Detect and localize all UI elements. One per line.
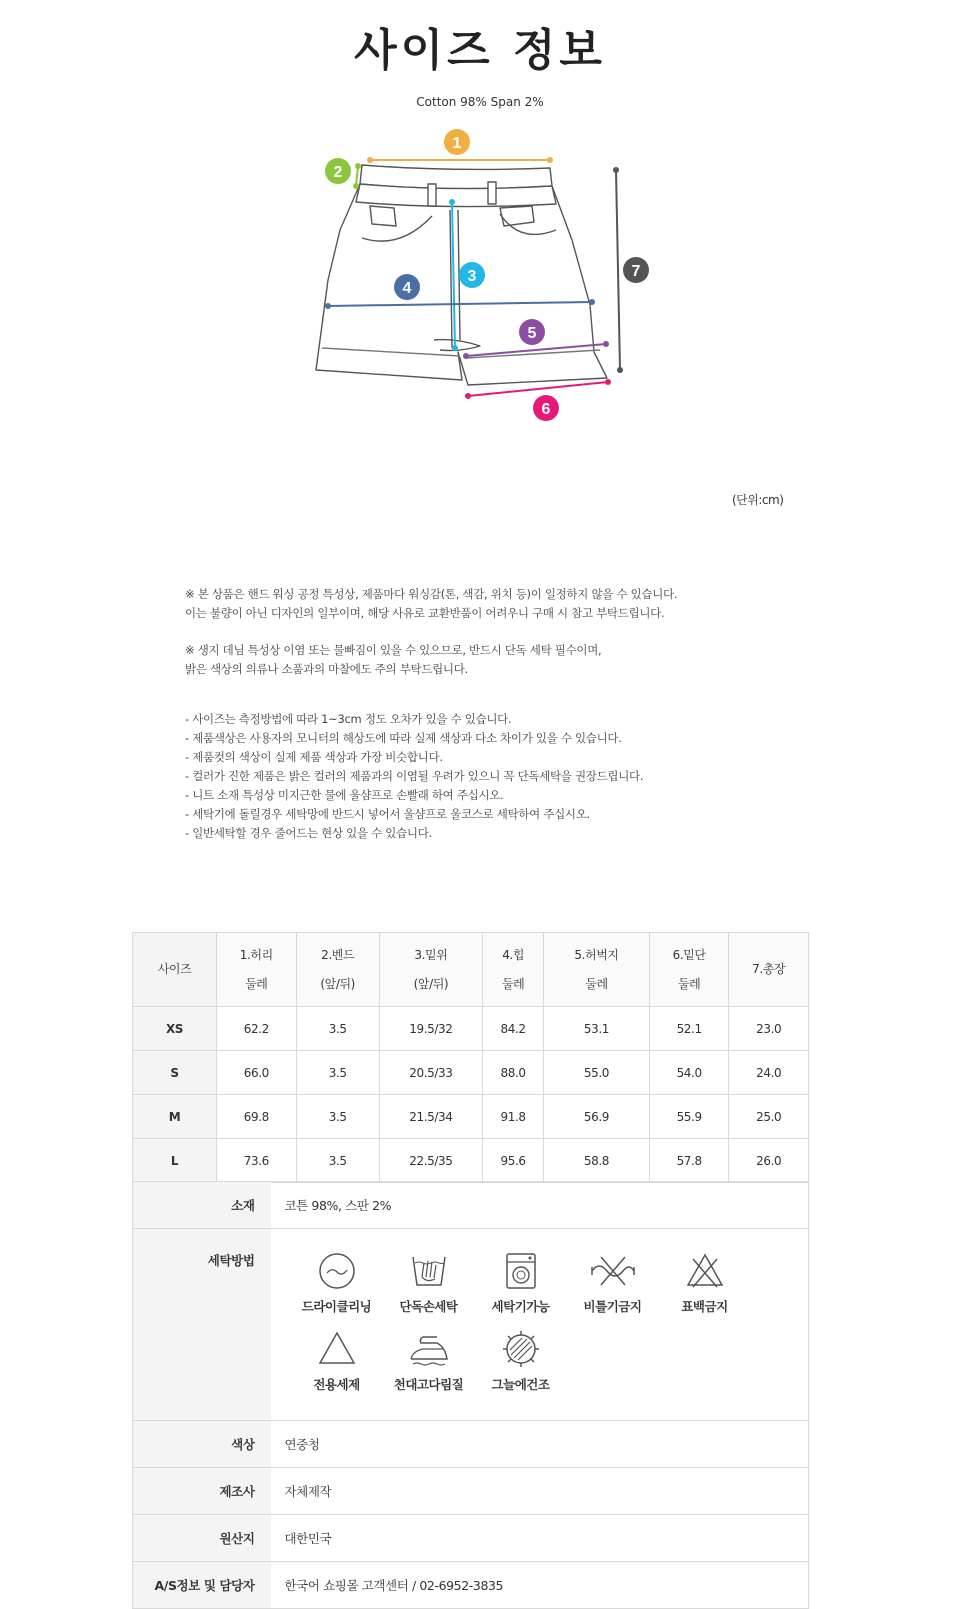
table-cell: L xyxy=(133,1139,217,1183)
no-bleach-icon xyxy=(685,1251,725,1291)
marker-1-waist xyxy=(367,129,553,163)
washing-machine-icon xyxy=(501,1251,541,1291)
fabric-composition: Cotton 98% Span 2% xyxy=(416,95,544,109)
table-cell: 23.0 xyxy=(729,1007,809,1051)
table-cell: 53.1 xyxy=(544,1007,650,1051)
header-thigh: 5.허벅지 둘레 xyxy=(544,933,650,1007)
dry-clean-icon xyxy=(317,1251,357,1291)
note-line: ※ 본 상품은 핸드 워싱 공정 특성상, 제품마다 워싱감(톤, 색감, 위치 등)이 일정하지 않을 수 있습니다. xyxy=(185,587,678,601)
info-row-wash xyxy=(133,1229,809,1421)
table-cell: 55.9 xyxy=(649,1095,729,1139)
table-cell: 52.1 xyxy=(649,1007,729,1051)
info-row-maker xyxy=(133,1468,809,1515)
product-info-table xyxy=(132,1181,809,1609)
table-cell: 21.5/34 xyxy=(379,1095,482,1139)
info-value: 연중청 xyxy=(271,1421,809,1468)
size-table-header xyxy=(133,933,809,1007)
note-line: - 일반세탁할 경우 줄어드는 현상 있을 수 있습니다. xyxy=(185,826,432,840)
table-row xyxy=(133,1139,809,1183)
info-value: 대한민국 xyxy=(271,1515,809,1562)
table-cell: 3.5 xyxy=(296,1095,379,1139)
table-cell: 69.8 xyxy=(217,1095,297,1139)
table-cell: M xyxy=(133,1095,217,1139)
table-cell: 56.9 xyxy=(544,1095,650,1139)
marker-7-length xyxy=(613,167,649,373)
table-cell: 22.5/35 xyxy=(379,1139,482,1183)
table-cell: 25.0 xyxy=(729,1095,809,1139)
note-line: ※ 생지 데님 특성상 이염 또는 물빠짐이 있을 수 있으므로, 반드시 단독 세탁 필수이며, xyxy=(185,643,602,657)
svg-text:5: 5 xyxy=(527,325,537,342)
table-cell: 3.5 xyxy=(296,1007,379,1051)
care-item: 세탁기가능 xyxy=(475,1251,567,1329)
header-band: 2.벤드 (앞/뒤) xyxy=(296,933,379,1007)
table-row xyxy=(133,1007,809,1051)
info-label: 제조사 xyxy=(133,1468,271,1515)
note-line: - 컬러가 진한 제품은 밝은 컬러의 제품과의 이염될 우려가 있으니 꼭 단독세탁을 권장드립니다. xyxy=(185,769,644,783)
size-table xyxy=(132,932,809,1183)
notes-general xyxy=(185,710,805,843)
table-cell: 3.5 xyxy=(296,1051,379,1095)
care-item: 단독손세탁 xyxy=(383,1251,475,1329)
info-row-as xyxy=(133,1562,809,1609)
note-line: - 제품색상은 사용자의 모니터의 해상도에 따라 실제 색상과 다소 차이가 있을 수 있습니다. xyxy=(185,731,622,745)
table-cell: 19.5/32 xyxy=(379,1007,482,1051)
table-cell: 54.0 xyxy=(649,1051,729,1095)
care-item: 전용세제 xyxy=(291,1329,383,1407)
svg-text:3: 3 xyxy=(467,268,477,285)
header-hem: 6.밑단 둘레 xyxy=(649,933,729,1007)
table-cell: 95.6 xyxy=(483,1139,544,1183)
page-title: 사이즈 정보 xyxy=(354,25,606,76)
notes-washing xyxy=(185,585,805,623)
table-cell: XS xyxy=(133,1007,217,1051)
info-label: 색상 xyxy=(133,1421,271,1468)
marker-6-hem xyxy=(465,379,611,421)
hand-wash-icon xyxy=(409,1251,449,1291)
table-cell: 58.8 xyxy=(544,1139,650,1183)
table-cell: 66.0 xyxy=(217,1051,297,1095)
table-cell: 55.0 xyxy=(544,1051,650,1095)
table-cell: 91.8 xyxy=(483,1095,544,1139)
table-cell: 20.5/33 xyxy=(379,1051,482,1095)
svg-text:2: 2 xyxy=(333,164,343,181)
info-row-color xyxy=(133,1421,809,1468)
shade-dry-icon xyxy=(501,1329,541,1369)
svg-text:1: 1 xyxy=(452,135,462,152)
care-instructions xyxy=(271,1229,809,1421)
info-value: 자체제작 xyxy=(271,1468,809,1515)
header-waist: 1.허리 둘레 xyxy=(217,933,297,1007)
care-item: 드라이클리닝 xyxy=(291,1251,383,1329)
care-item: 그늘에건조 xyxy=(475,1329,567,1407)
table-row xyxy=(133,1051,809,1095)
header-hip: 4.힙 둘레 xyxy=(483,933,544,1007)
iron-icon xyxy=(407,1329,451,1369)
svg-text:6: 6 xyxy=(541,401,551,418)
note-line: 이는 불량이 아닌 디자인의 일부이며, 해당 사유로 교환반품이 어려우니 구매 시 참고 부탁드립니다. xyxy=(185,606,665,620)
header-rise: 3.밑위 (앞/뒤) xyxy=(379,933,482,1007)
no-wring-icon xyxy=(589,1251,637,1291)
table-cell: 88.0 xyxy=(483,1051,544,1095)
info-label: A/S정보 및 담당자 xyxy=(133,1562,271,1609)
note-line: - 세탁기에 돌릴경우 세탁망에 반드시 넣어서 울샴프로 울코스로 세탁하여 주십시오. xyxy=(185,807,590,821)
table-cell: 62.2 xyxy=(217,1007,297,1051)
table-cell: 24.0 xyxy=(729,1051,809,1095)
table-cell: 3.5 xyxy=(296,1139,379,1183)
table-cell: 26.0 xyxy=(729,1139,809,1183)
care-item: 표백금지 xyxy=(659,1251,751,1329)
notes-denim xyxy=(185,641,805,679)
note-line: 밝은 색상의 의류나 소품과의 마찰에도 주의 부탁드립니다. xyxy=(185,662,468,676)
info-value: 코튼 98%, 스판 2% xyxy=(271,1182,809,1229)
info-label: 세탁방법 xyxy=(133,1229,271,1421)
header-size: 사이즈 xyxy=(133,933,217,1007)
info-row-material xyxy=(133,1182,809,1229)
info-label: 원산지 xyxy=(133,1515,271,1562)
info-value: 한국어 쇼핑몰 고객센터 / 02-6952-3835 xyxy=(271,1562,809,1609)
svg-text:7: 7 xyxy=(631,263,641,280)
table-cell: 73.6 xyxy=(217,1139,297,1183)
unit-label: (단위:cm) xyxy=(732,493,784,507)
table-cell: S xyxy=(133,1051,217,1095)
marker-2-band xyxy=(325,158,361,189)
table-cell: 57.8 xyxy=(649,1139,729,1183)
note-line: - 제품컷의 색상이 실제 제품 색상과 가장 비슷합니다. xyxy=(185,750,443,764)
detergent-icon xyxy=(317,1329,357,1369)
note-line: - 니트 소재 특성상 미지근한 물에 울샴프로 손빨래 하여 주십시오. xyxy=(185,788,504,802)
table-row xyxy=(133,1095,809,1139)
table-cell: 84.2 xyxy=(483,1007,544,1051)
svg-text:4: 4 xyxy=(402,280,412,297)
shorts-measurement-diagram xyxy=(300,120,680,440)
care-item: 비틀기금지 xyxy=(567,1251,659,1329)
info-row-origin xyxy=(133,1515,809,1562)
info-label: 소재 xyxy=(133,1182,271,1229)
care-item: 천대고다림질 xyxy=(383,1329,475,1407)
header-length: 7.총장 xyxy=(729,933,809,1007)
note-line: - 사이즈는 측정방법에 따라 1~3cm 정도 오차가 있을 수 있습니다. xyxy=(185,712,512,726)
